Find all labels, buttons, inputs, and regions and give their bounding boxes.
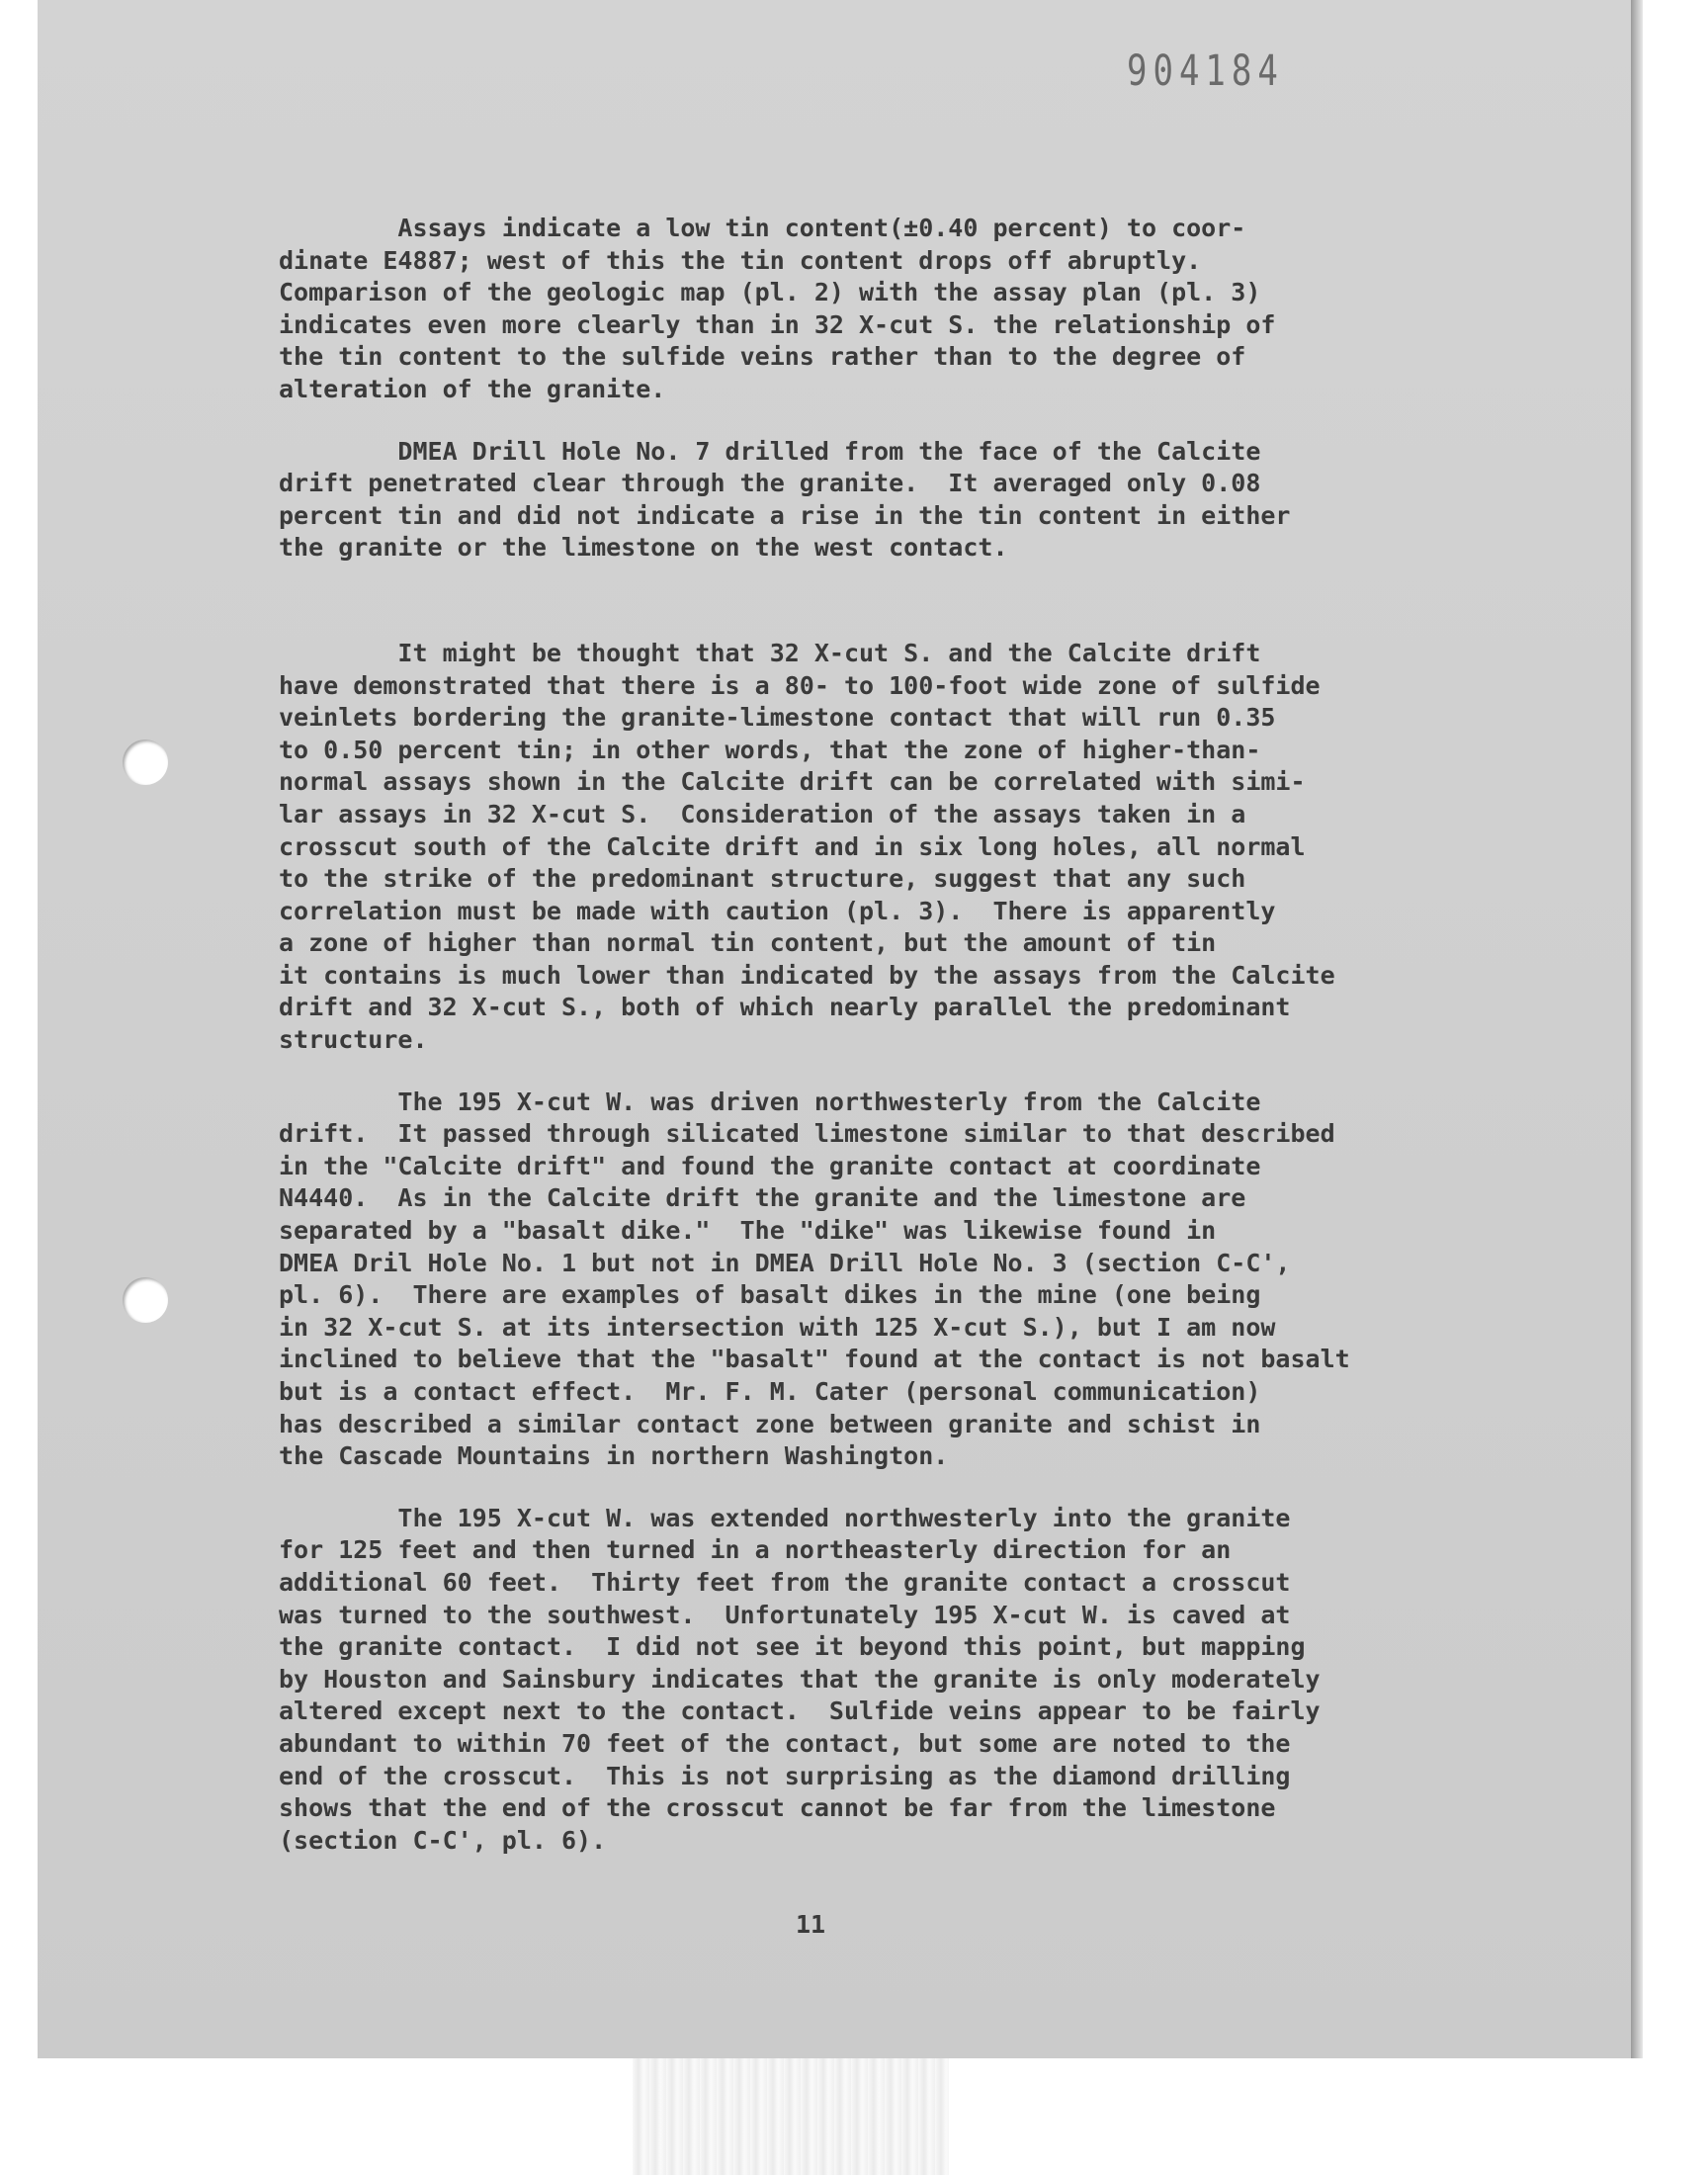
text-line: abundant to within 70 feet of the contact, but some are noted to the [279,1728,1291,1758]
text-line: (section C-C', pl. 6). [279,1825,607,1855]
text-line: pl. 6). There are examples of basalt dikes in the mine (one being [279,1280,1261,1310]
text-line: has described a similar contact zone between granite and schist in [279,1409,1261,1438]
text-line: it contains is much lower than indicated by the assays from the Calcite [279,960,1335,990]
text-line: The 195 X-cut W. was extended northwesterly into the granite [279,1503,1291,1532]
text-line: for 125 feet and then turned in a northeasterly direction for an [279,1535,1232,1565]
text-line: drift penetrated clear through the granite. It averaged only 0.08 [279,469,1261,498]
scanner-streak [633,2058,949,2175]
text-line: was turned to the southwest. Unfortunately 195 X-cut W. is caved at [279,1600,1291,1629]
text-line: separated by a "basalt dike." The "dike" was likewise found in [279,1216,1217,1246]
text-line: end of the crosscut. This is not surprising as the diamond drilling [279,1761,1291,1790]
text-line: a zone of higher than normal tin content, but the amount of tin [279,928,1217,958]
text-line: have demonstrated that there is a 80- to 100-foot wide zone of sulfide [279,670,1321,700]
text-line: the tin content to the sulfide veins rather than to the degree of [279,342,1246,372]
text-line: It might be thought that 32 X-cut S. and the Calcite drift [279,638,1261,667]
text-line: lar assays in 32 X-cut S. Consideration of the assays taken in a [279,799,1246,828]
text-line: correlation must be made with caution (pl. 3). There is apparently [279,896,1276,925]
text-line: alteration of the granite. [279,374,666,403]
paragraph-assays [279,213,1465,406]
punch-hole-top [123,740,168,785]
paragraph-sulfide-zone [279,638,1465,1057]
text-line: dinate E4887; west of this the tin content drops off abruptly. [279,245,1202,275]
text-line: the Cascade Mountains in northern Washington. [279,1441,949,1471]
text-line: but is a contact effect. Mr. F. M. Cater (personal communication) [279,1377,1261,1406]
text-line: in 32 X-cut S. at its intersection with 125 X-cut S.), but I am now [279,1312,1276,1342]
paragraph-195-xcut-extended [279,1503,1465,1858]
text-line: normal assays shown in the Calcite drift can be correlated with simi- [279,767,1306,797]
text-line: structure. [279,1025,428,1055]
text-line: percent tin and did not indicate a rise in the tin content in either [279,500,1291,530]
text-line: DMEA Drill Hole No. 7 drilled from the face of the Calcite [279,436,1261,466]
text-line: DMEA Dril Hole No. 1 but not in DMEA Drill Hole No. 3 (section C-C', [279,1248,1291,1277]
text-line: the granite or the limestone on the west contact. [279,533,1008,563]
text-line: to the strike of the predominant structure, suggest that any such [279,864,1246,894]
text-line: The 195 X-cut W. was driven northwesterly from the Calcite [279,1087,1261,1116]
text-line: Assays indicate a low tin content(±0.40 percent) to coor- [279,214,1246,242]
punch-hole-bottom [123,1277,168,1323]
document-stamp-number: 904184 [1127,46,1284,96]
text-line: indicates even more clearly than in 32 X-cut S. the relationship of [279,309,1276,339]
text-line: inclined to believe that the "basalt" found at the contact is not basalt [279,1345,1350,1374]
text-line: additional 60 feet. Thirty feet from the granite contact a crosscut [279,1567,1291,1597]
text-line: by Houston and Sainsbury indicates that the granite is only moderately [279,1664,1321,1694]
text-line: crosscut south of the Calcite drift and in six long holes, all normal [279,831,1306,861]
text-line: to 0.50 percent tin; in other words, that the zone of higher-than- [279,735,1261,764]
text-line: Comparison of the geologic map (pl. 2) with the assay plan (pl. 3) [279,278,1261,307]
text-line: in the "Calcite drift" and found the granite contact at coordinate [279,1151,1261,1180]
sheet-edge-shadow [1631,0,1643,2058]
paragraph-drill-hole-7 [279,436,1465,565]
text-line: veinlets bordering the granite-limestone contact that will run 0.35 [279,703,1276,733]
page-number: 11 [795,1910,826,1939]
text-line: shows that the end of the crosscut cannot be far from the limestone [279,1793,1276,1823]
paragraph-195-xcut-driven [279,1087,1465,1473]
text-line: drift. It passed through silicated limestone similar to that described [279,1119,1335,1149]
text-line: the granite contact. I did not see it beyond this point, but mapping [279,1632,1306,1662]
text-line: altered except next to the contact. Sulfide veins appear to be fairly [279,1696,1321,1726]
text-line: drift and 32 X-cut S., both of which nearly parallel the predominant [279,993,1291,1022]
text-line: N4440. As in the Calcite drift the granite and the limestone are [279,1183,1246,1213]
typewritten-body [279,213,1465,1886]
